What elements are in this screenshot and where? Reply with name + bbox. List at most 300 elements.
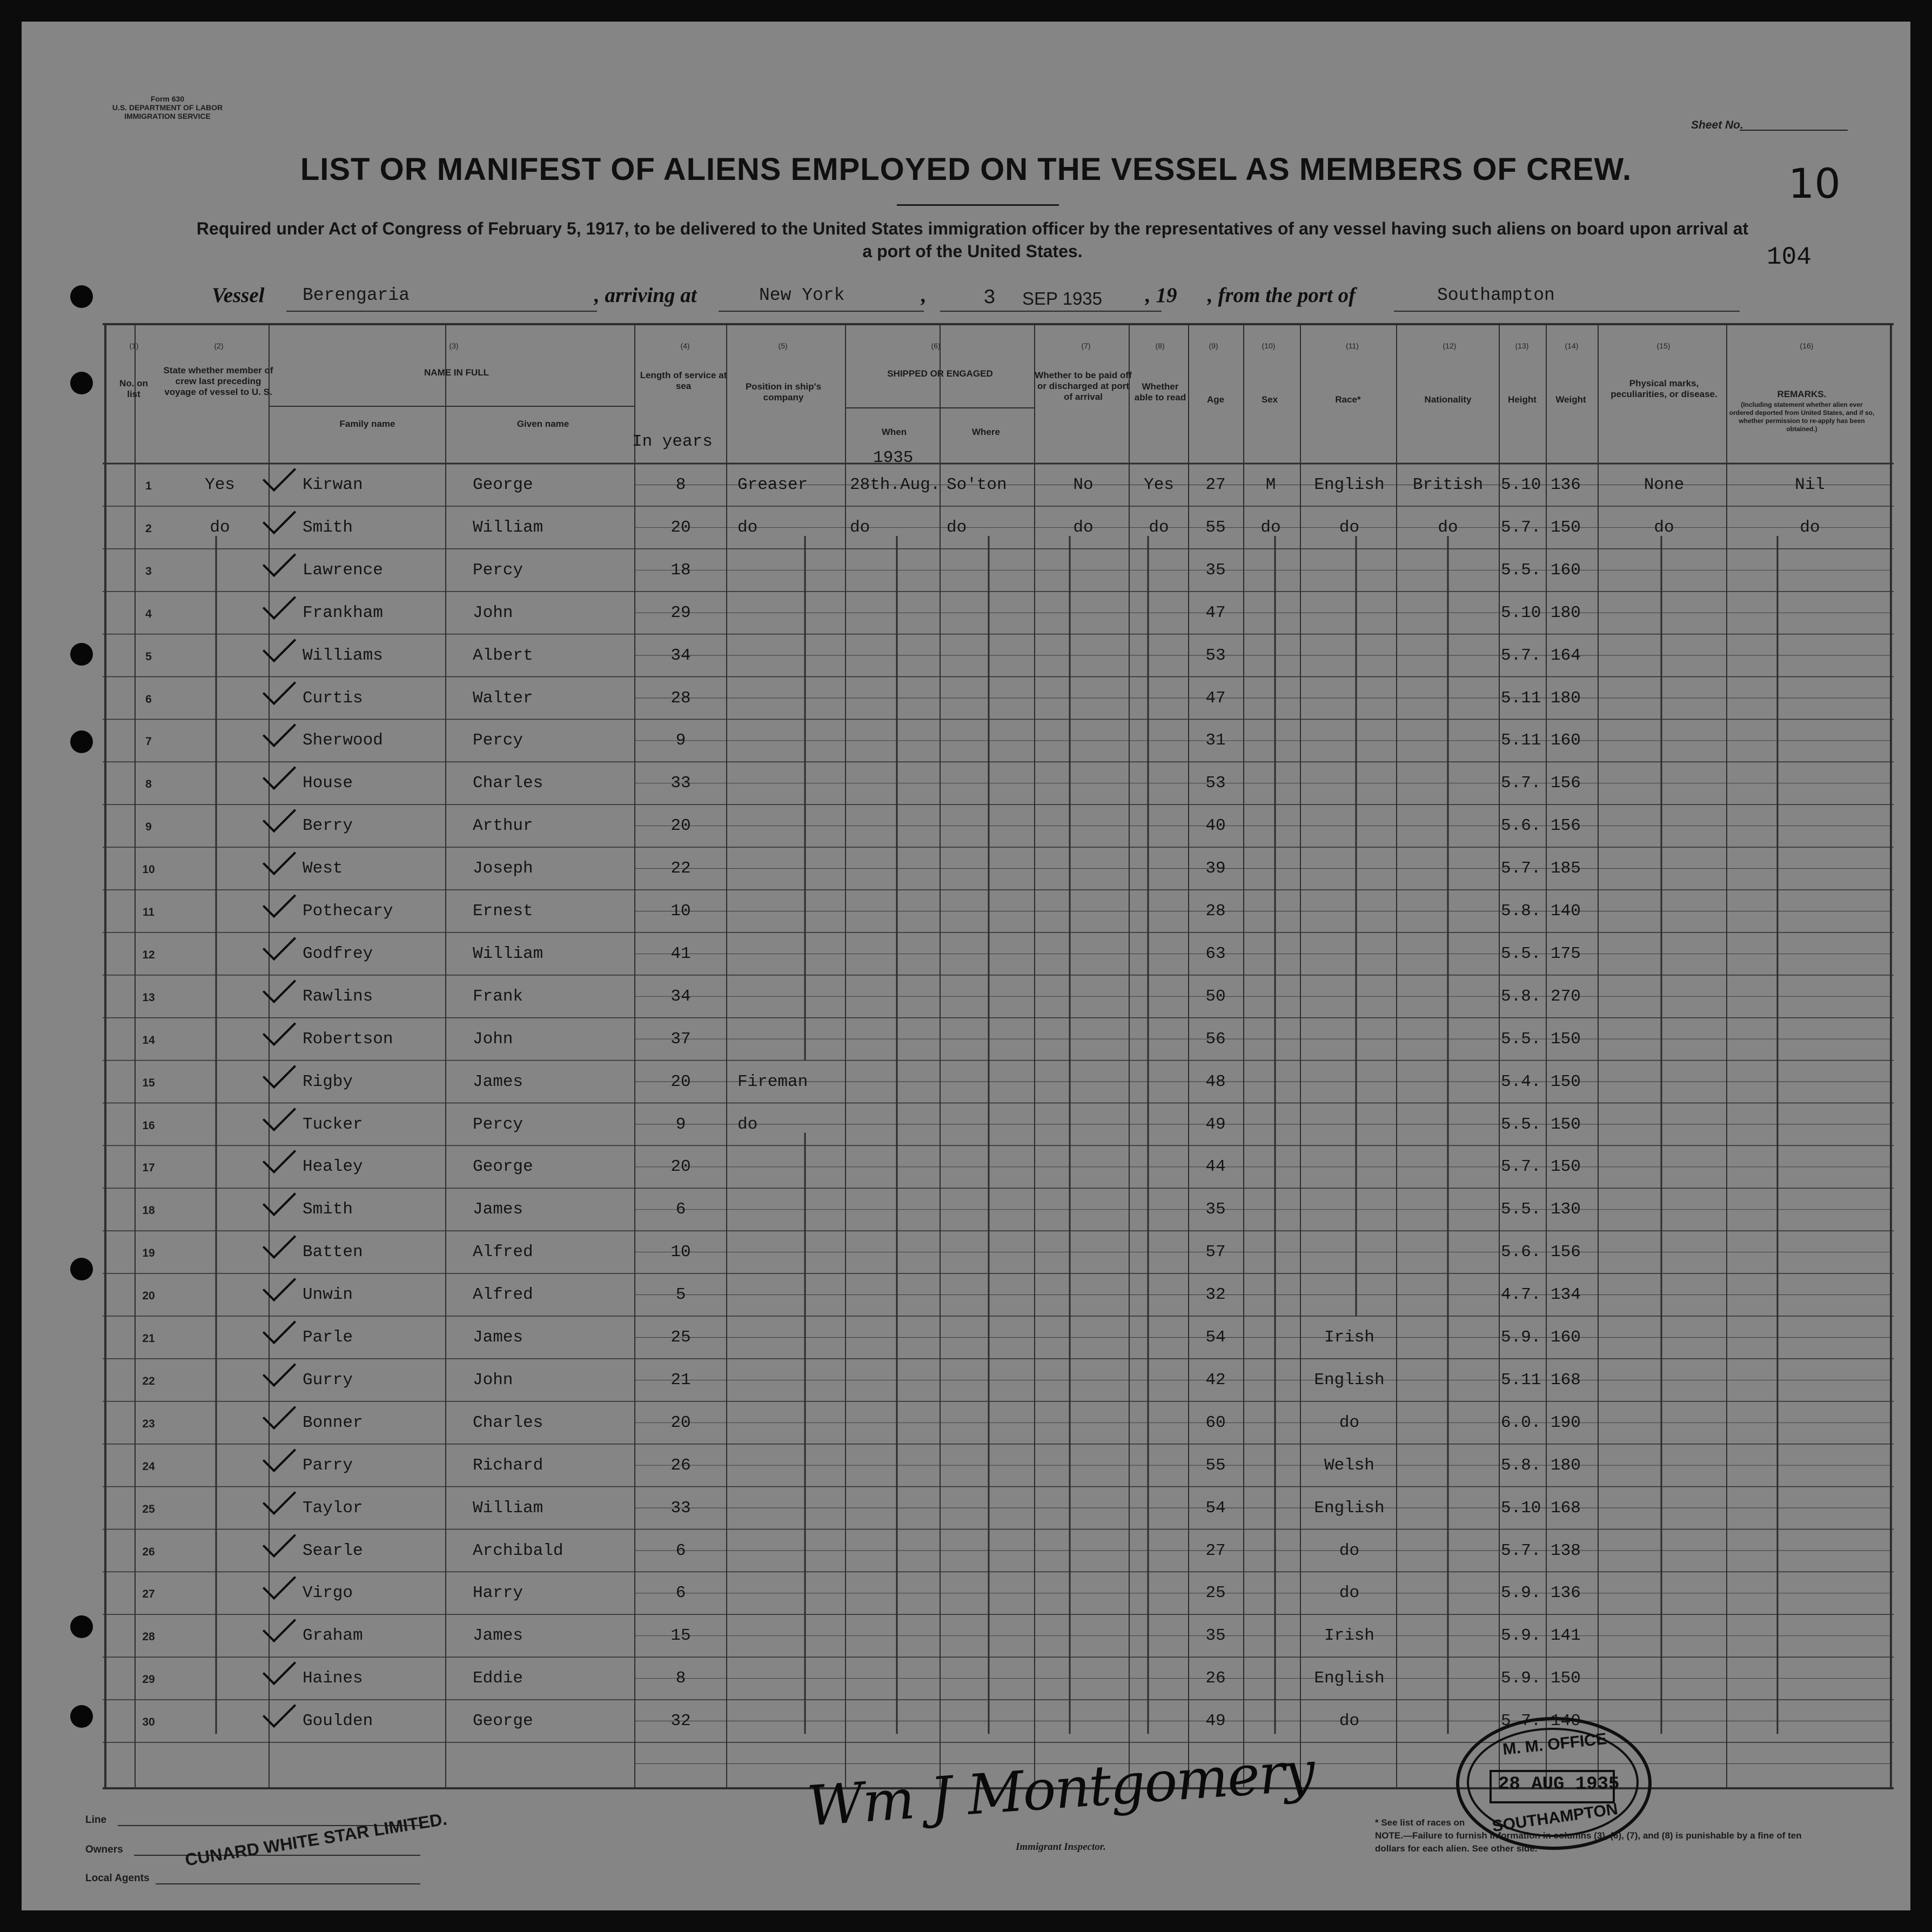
cell-service: 26 — [670, 1455, 691, 1475]
owners-label: Owners — [85, 1844, 123, 1855]
cell-given: Charles — [473, 1413, 544, 1432]
check-mark-icon — [263, 1439, 296, 1472]
cell-age: 60 — [1205, 1413, 1226, 1432]
header-race: Race* — [1335, 394, 1361, 405]
header-position: Position in ship's company — [745, 381, 822, 403]
cell-given: Frank — [473, 987, 524, 1006]
cell-age: 35 — [1205, 1626, 1226, 1646]
handwritten-page-number: 104 — [1767, 243, 1812, 271]
check-mark-icon — [263, 1140, 296, 1173]
cell-sex: do — [1260, 518, 1281, 537]
cell-family: Healey — [303, 1157, 363, 1177]
cell-service: 34 — [670, 646, 691, 665]
header-sex: Sex — [1261, 394, 1278, 405]
date-comma: , — [921, 284, 927, 307]
header-able-read: Whether able to read — [1134, 381, 1186, 403]
cell-given: John — [473, 603, 513, 622]
cell-given: James — [473, 1626, 524, 1646]
manifest-rows — [22, 22, 1910, 1910]
cell-no: 28 — [142, 1631, 155, 1643]
cell-no: 11 — [142, 906, 155, 918]
cell-age: 53 — [1205, 774, 1226, 793]
office-stamp-bottom: SOUTHAMPTON — [1491, 1800, 1619, 1836]
column-number: (8) — [1155, 341, 1165, 350]
cell-service: 33 — [670, 774, 691, 793]
cell-no: 10 — [142, 863, 155, 876]
arriving-port: New York — [759, 285, 845, 305]
arriving-label: , arriving at — [594, 284, 697, 307]
cell-no: 4 — [145, 607, 152, 620]
manifest-page — [22, 22, 1910, 1910]
cell-family: Robertson — [303, 1029, 393, 1049]
column-number: (1) — [129, 341, 139, 350]
table-row — [22, 1700, 1910, 1742]
check-mark-icon — [263, 1481, 296, 1514]
check-mark-icon — [263, 628, 296, 662]
cell-age: 55 — [1205, 518, 1226, 537]
cell-given: William — [473, 1498, 544, 1518]
cell-no: 13 — [142, 991, 155, 1004]
cell-family: Tucker — [303, 1115, 363, 1134]
from-port: Southampton — [1437, 285, 1555, 305]
cell-family: Rigby — [303, 1072, 353, 1091]
cell-no: 8 — [145, 778, 152, 791]
cell-service: 10 — [670, 1243, 691, 1262]
cell-family: Parle — [303, 1328, 353, 1347]
cell-read: Yes — [1144, 475, 1174, 494]
table-row — [22, 549, 1910, 592]
cell-weight: 168 — [1551, 1498, 1581, 1518]
cell-no: 19 — [142, 1247, 155, 1260]
cell-given: George — [473, 1712, 533, 1731]
office-stamp — [1456, 1717, 1652, 1850]
column-number: (2) — [214, 341, 224, 350]
cell-family: Unwin — [303, 1285, 353, 1305]
check-mark-icon — [263, 884, 296, 918]
cell-family: House — [303, 774, 353, 793]
cell-service: 6 — [675, 1541, 686, 1560]
table-row — [22, 847, 1910, 890]
cell-age: 56 — [1205, 1029, 1226, 1049]
cell-family: Berry — [303, 816, 353, 836]
check-mark-icon — [263, 1225, 296, 1259]
cell-sex: M — [1265, 475, 1276, 494]
cell-marks: do — [1654, 518, 1674, 537]
page-title: LIST OR MANIFEST OF ALIENS EMPLOYED ON THE VESSEL AS MEMBERS OF CREW. — [300, 152, 1632, 187]
column-number: (7) — [1081, 341, 1091, 350]
column-number: (14) — [1565, 341, 1579, 350]
cell-no: 1 — [145, 480, 152, 492]
check-mark-icon — [263, 799, 296, 833]
cell-no: 26 — [142, 1545, 155, 1558]
cell-height: 5.10 — [1501, 475, 1541, 494]
cell-age: 35 — [1205, 560, 1226, 580]
cell-age: 35 — [1205, 1200, 1226, 1219]
cell-position: Fireman — [737, 1072, 808, 1091]
cell-no: 20 — [142, 1290, 155, 1303]
cell-when: do — [850, 518, 870, 537]
column-number: (11) — [1346, 341, 1359, 350]
cell-family: Batten — [303, 1243, 363, 1262]
cell-height: 5.9. — [1501, 1626, 1541, 1646]
service-name: IMMIGRATION SERVICE — [124, 112, 211, 120]
cell-given: George — [473, 475, 533, 494]
header-shipped-engaged: SHIPPED OR ENGAGED — [887, 368, 993, 379]
cell-family: Williams — [303, 646, 383, 665]
cell-age: 42 — [1205, 1370, 1226, 1390]
check-mark-icon — [263, 927, 296, 961]
header-paid-off: Whether to be paid off or discharged at port of arrival — [1035, 370, 1132, 402]
year-label: , 19 — [1145, 284, 1177, 307]
column-number: (9) — [1209, 341, 1218, 350]
cell-age: 48 — [1205, 1072, 1226, 1091]
cell-height: 5.8. — [1501, 902, 1541, 921]
cell-weight: 150 — [1551, 1669, 1581, 1688]
cell-weight: 190 — [1551, 1413, 1581, 1432]
table-row — [22, 1657, 1910, 1700]
cell-service: 20 — [670, 1157, 691, 1177]
department-name: U.S. DEPARTMENT OF LABOR — [112, 103, 223, 112]
inspector-label: Immigrant Inspector. — [1016, 1841, 1106, 1853]
cell-height: 5.5. — [1501, 944, 1541, 963]
check-mark-icon — [263, 970, 296, 1003]
cell-weight: 150 — [1551, 518, 1581, 537]
cell-service: 6 — [675, 1584, 686, 1603]
cell-weight: 138 — [1551, 1541, 1581, 1560]
check-mark-icon — [263, 1524, 296, 1557]
cell-height: 5.6. — [1501, 1243, 1541, 1262]
cell-family: Smith — [303, 1200, 353, 1219]
cell-where: do — [947, 518, 967, 537]
cell-service: 25 — [670, 1328, 691, 1347]
cell-given: James — [473, 1328, 524, 1347]
cell-no: 12 — [142, 948, 155, 961]
cell-no: 14 — [142, 1034, 155, 1046]
table-row — [22, 890, 1910, 933]
cell-no: 21 — [142, 1332, 155, 1345]
check-mark-icon — [263, 501, 296, 534]
cell-family: Lawrence — [303, 560, 383, 580]
cell-family: Taylor — [303, 1498, 363, 1518]
sheet-number-label: Sheet No. — [1691, 119, 1743, 131]
cell-given: John — [473, 1370, 513, 1390]
cell-race: do — [1339, 1413, 1360, 1432]
cell-service: 41 — [670, 944, 691, 963]
cell-weight: 136 — [1551, 475, 1581, 494]
cell-age: 31 — [1205, 731, 1226, 750]
cell-service: 20 — [670, 1413, 691, 1432]
cell-race: do — [1339, 518, 1360, 537]
cell-family: Rawlins — [303, 987, 373, 1006]
check-mark-icon — [263, 671, 296, 705]
column-number: (4) — [680, 341, 690, 350]
cell-age: 40 — [1205, 816, 1226, 836]
cell-age: 57 — [1205, 1243, 1226, 1262]
cell-weight: 140 — [1551, 902, 1581, 921]
check-mark-icon — [263, 756, 296, 790]
check-mark-icon — [263, 842, 296, 875]
cell-height: 5.9. — [1501, 1669, 1541, 1688]
cell-given: Joseph — [473, 859, 533, 878]
cell-height: 5.5. — [1501, 1200, 1541, 1219]
cell-family: Frankham — [303, 603, 383, 622]
table-row — [22, 933, 1910, 975]
office-stamp-top: M. M. OFFICE — [1501, 1729, 1608, 1759]
cell-family: Haines — [303, 1669, 363, 1688]
cell-family: Gurry — [303, 1370, 353, 1390]
cell-age: 44 — [1205, 1157, 1226, 1177]
table-row — [22, 1316, 1910, 1359]
cell-no: 24 — [142, 1460, 155, 1473]
cell-service: 6 — [675, 1200, 686, 1219]
cell-service: 18 — [670, 560, 691, 580]
header-when-year: 1935 — [873, 448, 914, 467]
cell-height: 5.11 — [1501, 688, 1541, 708]
arrival-day: 3 — [983, 286, 996, 310]
cell-family: Godfrey — [303, 944, 373, 963]
cell-no: 3 — [145, 565, 152, 578]
cell-height: 5.7. — [1501, 1712, 1541, 1731]
cell-height: 5.7. — [1501, 1541, 1541, 1560]
check-mark-icon — [263, 1183, 296, 1216]
cell-weight: 180 — [1551, 603, 1581, 622]
cell-no: 7 — [145, 735, 152, 748]
handwritten-sheet-number: 10 — [1788, 159, 1841, 207]
cell-height: 5.8. — [1501, 1455, 1541, 1475]
line-label: Line — [85, 1814, 107, 1826]
table-row — [22, 634, 1910, 677]
column-number: (5) — [778, 341, 788, 350]
cell-service: 33 — [670, 1498, 691, 1518]
header-length-unit: In years — [632, 432, 713, 451]
column-number: (10) — [1262, 341, 1276, 350]
cell-service: 20 — [670, 518, 691, 537]
cell-crew: Yes — [205, 475, 235, 494]
cell-service: 15 — [670, 1626, 691, 1646]
cell-race: English — [1314, 475, 1385, 494]
check-mark-icon — [263, 458, 296, 492]
cell-when: 28th.Aug. — [850, 475, 941, 494]
cell-weight: 164 — [1551, 646, 1581, 665]
check-mark-icon — [263, 1353, 296, 1387]
vessel-name: Berengaria — [303, 285, 410, 305]
cell-age: 27 — [1205, 1541, 1226, 1560]
penalty-note: NOTE.—Failure to furnish information in columns (3), (6), (7), and (8) is punishable by a fine of ten dollars for each alien. See other side. — [1375, 1830, 1802, 1854]
cell-given: Ernest — [473, 902, 533, 921]
cell-height: 5.9. — [1501, 1584, 1541, 1603]
cell-height: 5.4. — [1501, 1072, 1541, 1091]
cell-height: 5.10 — [1501, 603, 1541, 622]
cell-service: 10 — [670, 902, 691, 921]
cell-read: do — [1149, 518, 1169, 537]
cell-position: do — [737, 1115, 758, 1134]
header-family-name: Family name — [339, 419, 395, 429]
cell-given: William — [473, 944, 544, 963]
cell-height: 5.10 — [1501, 1498, 1541, 1518]
table-row — [22, 1401, 1910, 1444]
cell-marks: None — [1643, 475, 1685, 494]
cell-family: Curtis — [303, 688, 363, 708]
check-mark-icon — [263, 1566, 296, 1600]
cell-service: 20 — [670, 1072, 691, 1091]
table-row — [22, 592, 1910, 634]
from-port-label: , from the port of — [1208, 284, 1356, 307]
cell-height: 5.8. — [1501, 987, 1541, 1006]
cell-age: 32 — [1205, 1285, 1226, 1305]
cell-weight: 180 — [1551, 1455, 1581, 1475]
cell-given: Walter — [473, 688, 533, 708]
table-row — [22, 1103, 1910, 1146]
table-row — [22, 1572, 1910, 1614]
header-where: Where — [972, 427, 1000, 437]
cell-age: 54 — [1205, 1328, 1226, 1347]
cell-service: 22 — [670, 859, 691, 878]
local-agents-label: Local Agents — [85, 1873, 150, 1884]
table-row — [22, 1231, 1910, 1273]
cell-race: do — [1339, 1541, 1360, 1560]
arrival-month-year: SEP 1935 — [1022, 289, 1103, 308]
cell-given: Alfred — [473, 1243, 533, 1262]
vessel-label: Vessel — [212, 284, 265, 307]
check-mark-icon — [263, 1652, 296, 1685]
cell-given: Harry — [473, 1584, 524, 1603]
table-row — [22, 1444, 1910, 1487]
table-row — [22, 1273, 1910, 1316]
cell-no: 16 — [142, 1119, 155, 1132]
inspector-signature: Wm J Montgomery — [805, 1739, 1317, 1839]
cell-given: Arthur — [473, 816, 533, 836]
check-mark-icon — [263, 1097, 296, 1131]
cell-weight: 160 — [1551, 1328, 1581, 1347]
header-length-service: Length of service at sea — [640, 370, 727, 391]
cell-no: 9 — [145, 821, 152, 834]
cell-service: 9 — [675, 731, 686, 750]
cell-remarks: Nil — [1795, 475, 1825, 494]
cell-service: 21 — [670, 1370, 691, 1390]
header-given-name: Given name — [516, 419, 569, 429]
header-age: Age — [1206, 394, 1225, 405]
cell-weight: 168 — [1551, 1370, 1581, 1390]
cell-age: 26 — [1205, 1669, 1226, 1688]
table-row — [22, 1018, 1910, 1061]
check-mark-icon — [263, 586, 296, 620]
cell-remarks: do — [1800, 518, 1820, 537]
cell-given: Percy — [473, 560, 524, 580]
cell-weight: 130 — [1551, 1200, 1581, 1219]
cell-family: West — [303, 859, 343, 878]
office-stamp-date: 28 AUG 1935 — [1498, 1774, 1620, 1795]
cell-position: Greaser — [737, 475, 808, 494]
check-mark-icon — [263, 1268, 296, 1302]
cell-age: 25 — [1205, 1584, 1226, 1603]
column-number: (6) — [931, 341, 941, 350]
cell-weight: 175 — [1551, 944, 1581, 963]
table-row — [22, 719, 1910, 762]
cell-age: 47 — [1205, 688, 1226, 708]
cell-no: 29 — [142, 1673, 155, 1686]
cell-weight: 160 — [1551, 560, 1581, 580]
cell-family: Graham — [303, 1626, 363, 1646]
cell-age: 49 — [1205, 1712, 1226, 1731]
cell-weight: 150 — [1551, 1029, 1581, 1049]
cell-weight: 150 — [1551, 1157, 1581, 1177]
cell-height: 5.11 — [1501, 731, 1541, 750]
column-number: (13) — [1515, 341, 1529, 350]
table-row — [22, 762, 1910, 804]
cell-weight: 140 — [1551, 1712, 1581, 1731]
cell-crew: do — [210, 518, 230, 537]
cell-height: 5.7. — [1501, 518, 1541, 537]
cell-family: Virgo — [303, 1584, 353, 1603]
cell-family: Searle — [303, 1541, 363, 1560]
cell-given: William — [473, 518, 544, 537]
cell-family: Kirwan — [303, 475, 363, 494]
check-mark-icon — [263, 1694, 296, 1728]
cell-weight: 136 — [1551, 1584, 1581, 1603]
check-mark-icon — [263, 1609, 296, 1642]
cell-position: do — [737, 518, 758, 537]
table-row — [22, 1530, 1910, 1572]
cell-race: Welsh — [1324, 1455, 1374, 1475]
cell-height: 4.7. — [1501, 1285, 1541, 1305]
cell-age: 27 — [1205, 475, 1226, 494]
cell-given: Charles — [473, 774, 544, 793]
cell-height: 5.5. — [1501, 1115, 1541, 1134]
cell-service: 9 — [675, 1115, 686, 1134]
cell-given: John — [473, 1029, 513, 1049]
cell-service: 29 — [670, 603, 691, 622]
cell-service: 28 — [670, 688, 691, 708]
cell-race: English — [1314, 1669, 1385, 1688]
cell-given: Richard — [473, 1455, 544, 1475]
cell-no: 22 — [142, 1374, 155, 1387]
cell-weight: 150 — [1551, 1072, 1581, 1091]
table-row — [22, 1359, 1910, 1401]
cell-given: Eddie — [473, 1669, 524, 1688]
cell-race: English — [1314, 1498, 1385, 1518]
table-row — [22, 804, 1910, 847]
cell-height: 5.5. — [1501, 1029, 1541, 1049]
cell-no: 18 — [142, 1204, 155, 1217]
cell-given: Percy — [473, 731, 524, 750]
cell-paid: No — [1073, 475, 1094, 494]
cell-race: do — [1339, 1584, 1360, 1603]
check-mark-icon — [263, 1055, 296, 1088]
cell-given: James — [473, 1072, 524, 1091]
cell-age: 53 — [1205, 646, 1226, 665]
table-row — [22, 1145, 1910, 1188]
cell-no: 30 — [142, 1716, 155, 1729]
agency-stamp: CUNARD WHITE STAR LIMITED. — [184, 1809, 448, 1870]
cell-family: Pothecary — [303, 902, 393, 921]
cell-paid: do — [1073, 518, 1094, 537]
cell-weight: 160 — [1551, 731, 1581, 750]
cell-age: 54 — [1205, 1498, 1226, 1518]
cell-given: James — [473, 1200, 524, 1219]
cell-family: Sherwood — [303, 731, 383, 750]
column-number: (3) — [449, 341, 459, 350]
cell-given: Albert — [473, 646, 533, 665]
table-row — [22, 506, 1910, 549]
cell-height: 5.7. — [1501, 646, 1541, 665]
table-row — [22, 464, 1910, 506]
cell-no: 2 — [145, 522, 152, 535]
cell-service: 37 — [670, 1029, 691, 1049]
cell-service: 8 — [675, 1669, 686, 1688]
cell-service: 5 — [675, 1285, 686, 1305]
cell-age: 55 — [1205, 1455, 1226, 1475]
check-mark-icon — [263, 1012, 296, 1046]
